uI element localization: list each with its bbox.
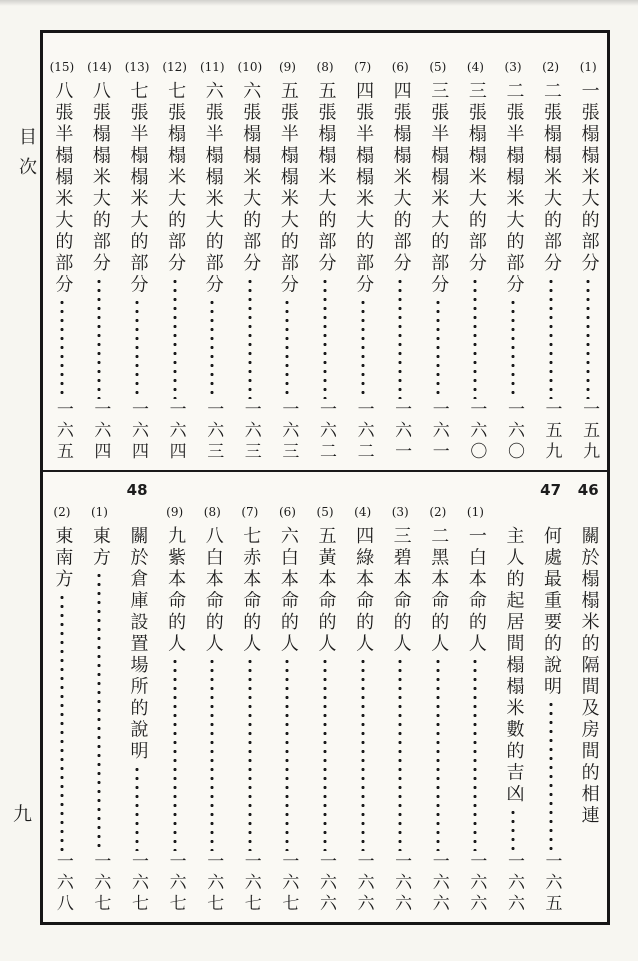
entry-title: 四綠本命的人 — [353, 526, 375, 655]
dot-leader — [97, 571, 101, 851]
entry-title: 五張半榻榻米大的部分 — [277, 81, 299, 296]
toc-entry — [118, 472, 156, 922]
entry-title: 主人的起居間榻榻米數的吉凶 — [503, 526, 525, 806]
entry-page-number: 一六七 — [128, 852, 148, 915]
dot-leader — [285, 298, 289, 399]
entry-number: (9) — [278, 60, 296, 74]
entry-title: 四張半榻榻米大的部分 — [353, 81, 375, 296]
entry-number: (6) — [278, 505, 296, 519]
entry-number: (9) — [166, 505, 184, 519]
toc-entry — [193, 472, 231, 922]
dot-leader — [436, 657, 440, 851]
dot-leader — [323, 657, 327, 851]
toc-section-top — [43, 33, 607, 470]
entry-page-number: 一六三 — [278, 400, 299, 463]
toc-entry — [494, 472, 532, 922]
toc-entry — [231, 472, 269, 922]
entry-title: 東南方 — [52, 526, 74, 591]
dot-leader — [549, 700, 553, 851]
entry-page-number: 一六七 — [165, 852, 186, 915]
entry-page-number: 一六六 — [428, 852, 449, 915]
toc-entry — [118, 33, 156, 470]
toc-entry — [43, 472, 81, 922]
toc-entry — [156, 472, 194, 922]
toc-entry — [569, 472, 607, 922]
entry-title: 七赤本命的人 — [240, 526, 262, 655]
entry-title: 五黃本命的人 — [315, 526, 337, 655]
entry-title: 何處最重要的說明 — [541, 526, 563, 698]
toc-entry — [532, 472, 570, 922]
entry-title: 一張榻榻米大的部分 — [578, 81, 600, 275]
toc-entry — [381, 472, 419, 922]
entry-page-number: 一六二 — [353, 400, 374, 463]
entry-title: 八白本命的人 — [202, 526, 224, 655]
folio-page-number: 九 — [13, 803, 33, 825]
entry-number: (3) — [391, 505, 409, 519]
entry-number: (2) — [542, 60, 560, 74]
entry-title: 二黑本命的人 — [428, 526, 450, 655]
dot-leader — [135, 298, 139, 399]
dot-leader — [285, 657, 289, 851]
entry-number: (14) — [87, 60, 112, 74]
toc-entry — [457, 472, 495, 922]
entry-title: 關於倉庫設置場所的說明 — [127, 526, 149, 763]
entry-page-number: 一六六 — [391, 852, 412, 915]
dot-leader — [210, 298, 214, 399]
entry-page-number: 一五九 — [541, 400, 562, 463]
toc-entry — [193, 33, 231, 470]
dot-leader — [248, 657, 252, 851]
entry-title: 一白本命的人 — [465, 526, 487, 655]
dot-leader — [511, 808, 515, 852]
entry-page-number: 一六八 — [52, 852, 73, 915]
chapter-number: 48 — [126, 481, 148, 499]
entry-title: 六張半榻榻米大的部分 — [202, 81, 224, 296]
entry-page-number: 一六四 — [165, 400, 186, 463]
toc-entry — [532, 33, 570, 470]
entry-number: (10) — [237, 60, 263, 74]
entry-number: (2) — [429, 505, 447, 519]
dot-leader — [398, 277, 402, 400]
toc-entry — [269, 33, 307, 470]
entry-page-number: 一六七 — [278, 852, 299, 915]
entry-number: (12) — [162, 60, 187, 74]
entry-title: 五張榻榻米大的部分 — [315, 81, 337, 275]
entry-number: (7) — [354, 60, 372, 74]
entry-number: (13) — [124, 60, 150, 74]
entry-page-number: 一六〇 — [466, 400, 487, 463]
entry-page-number: 一六一 — [391, 400, 412, 463]
entry-page-number: 一六四 — [90, 400, 111, 463]
entry-title: 四張榻榻米大的部分 — [390, 81, 412, 275]
entry-number: (1) — [90, 505, 108, 519]
entry-number: (15) — [49, 60, 75, 74]
entry-number: (11) — [199, 60, 225, 74]
dot-leader — [586, 829, 590, 851]
entry-number: (8) — [316, 60, 334, 74]
dot-leader — [511, 298, 515, 399]
entry-number: (2) — [53, 505, 71, 519]
toc-entry — [569, 33, 607, 470]
running-title: 目次 — [16, 127, 37, 187]
entry-page-number: 一六三 — [203, 400, 224, 463]
dot-leader — [473, 657, 477, 851]
toc-entry — [344, 472, 382, 922]
dot-leader — [549, 277, 553, 400]
entry-number: (7) — [241, 505, 259, 519]
dot-leader — [173, 277, 177, 400]
chapter-number: 46 — [577, 481, 599, 499]
entry-title: 東方 — [89, 526, 111, 569]
entry-title: 三張榻榻米大的部分 — [465, 81, 487, 275]
dot-leader — [398, 657, 402, 851]
toc-section-bottom — [43, 472, 607, 922]
dot-leader — [173, 657, 177, 851]
toc-entry — [381, 33, 419, 470]
entry-page-number: 一六二 — [315, 400, 336, 463]
chapter-number: 47 — [540, 481, 562, 499]
entry-number: (8) — [203, 505, 221, 519]
toc-entry — [269, 472, 307, 922]
entry-title: 六張榻榻米大的部分 — [240, 81, 262, 275]
toc-entry — [457, 33, 495, 470]
entry-title: 九紫本命的人 — [165, 526, 187, 655]
entry-page-number: 一六七 — [203, 852, 224, 915]
dot-leader — [248, 277, 252, 400]
entry-page-number: 一五九 — [579, 400, 600, 463]
toc-entry — [43, 33, 81, 470]
dot-leader — [60, 593, 64, 852]
entry-page-number: 一六六 — [466, 852, 487, 915]
toc-entry — [231, 33, 269, 470]
entry-number: (4) — [354, 505, 372, 519]
entry-title: 六白本命的人 — [277, 526, 299, 655]
entry-number: (1) — [579, 60, 597, 74]
entry-title: 三碧本命的人 — [390, 526, 412, 655]
dot-leader — [97, 277, 101, 400]
entry-number: (5) — [429, 60, 447, 74]
entry-title: 八張半榻榻米大的部分 — [52, 81, 74, 296]
entry-number: (6) — [391, 60, 409, 74]
dot-leader — [361, 298, 365, 399]
toc-entry — [419, 472, 457, 922]
toc-frame — [40, 30, 610, 925]
entry-page-number: 一六〇 — [503, 400, 524, 463]
entry-number: (5) — [316, 505, 334, 519]
dot-leader — [436, 298, 440, 399]
toc-entry — [306, 33, 344, 470]
dot-leader — [323, 277, 327, 400]
entry-page-number: 一六六 — [503, 852, 524, 915]
toc-entry — [419, 33, 457, 470]
dot-leader — [473, 277, 477, 400]
entry-title: 七張半榻榻米大的部分 — [127, 81, 149, 296]
toc-entry — [156, 33, 194, 470]
entry-page-number: 一六六 — [353, 852, 374, 915]
dot-leader — [210, 657, 214, 851]
dot-leader — [361, 657, 365, 851]
entry-number: (3) — [504, 60, 522, 74]
entry-page-number: 一六七 — [240, 852, 261, 915]
toc-entry — [494, 33, 532, 470]
entry-title: 關於榻榻米的隔間及房間的相連 — [578, 526, 600, 827]
entry-number: (1) — [466, 505, 484, 519]
dot-leader — [60, 298, 64, 399]
toc-entry — [306, 472, 344, 922]
entry-page-number: 一六六 — [315, 852, 336, 915]
entry-page-number: 一六五 — [52, 400, 73, 463]
entry-title: 七張榻榻米大的部分 — [165, 81, 187, 275]
entry-title: 二張榻榻米大的部分 — [541, 81, 563, 275]
entry-page-number: 一六七 — [90, 852, 111, 915]
entry-number: (4) — [466, 60, 484, 74]
toc-entry — [344, 33, 382, 470]
entry-page-number: 一六五 — [541, 852, 562, 915]
entry-page-number: 一六一 — [428, 400, 449, 463]
dot-leader — [135, 765, 139, 852]
toc-entry — [81, 33, 119, 470]
entry-title: 二張半榻榻米大的部分 — [503, 81, 525, 296]
entry-title: 八張榻榻米大的部分 — [89, 81, 111, 275]
toc-entry — [81, 472, 119, 922]
entry-page-number: 一六四 — [128, 400, 148, 463]
entry-title: 三張半榻榻米大的部分 — [428, 81, 450, 296]
dot-leader — [586, 277, 590, 400]
entry-page-number: 一六三 — [240, 400, 261, 463]
